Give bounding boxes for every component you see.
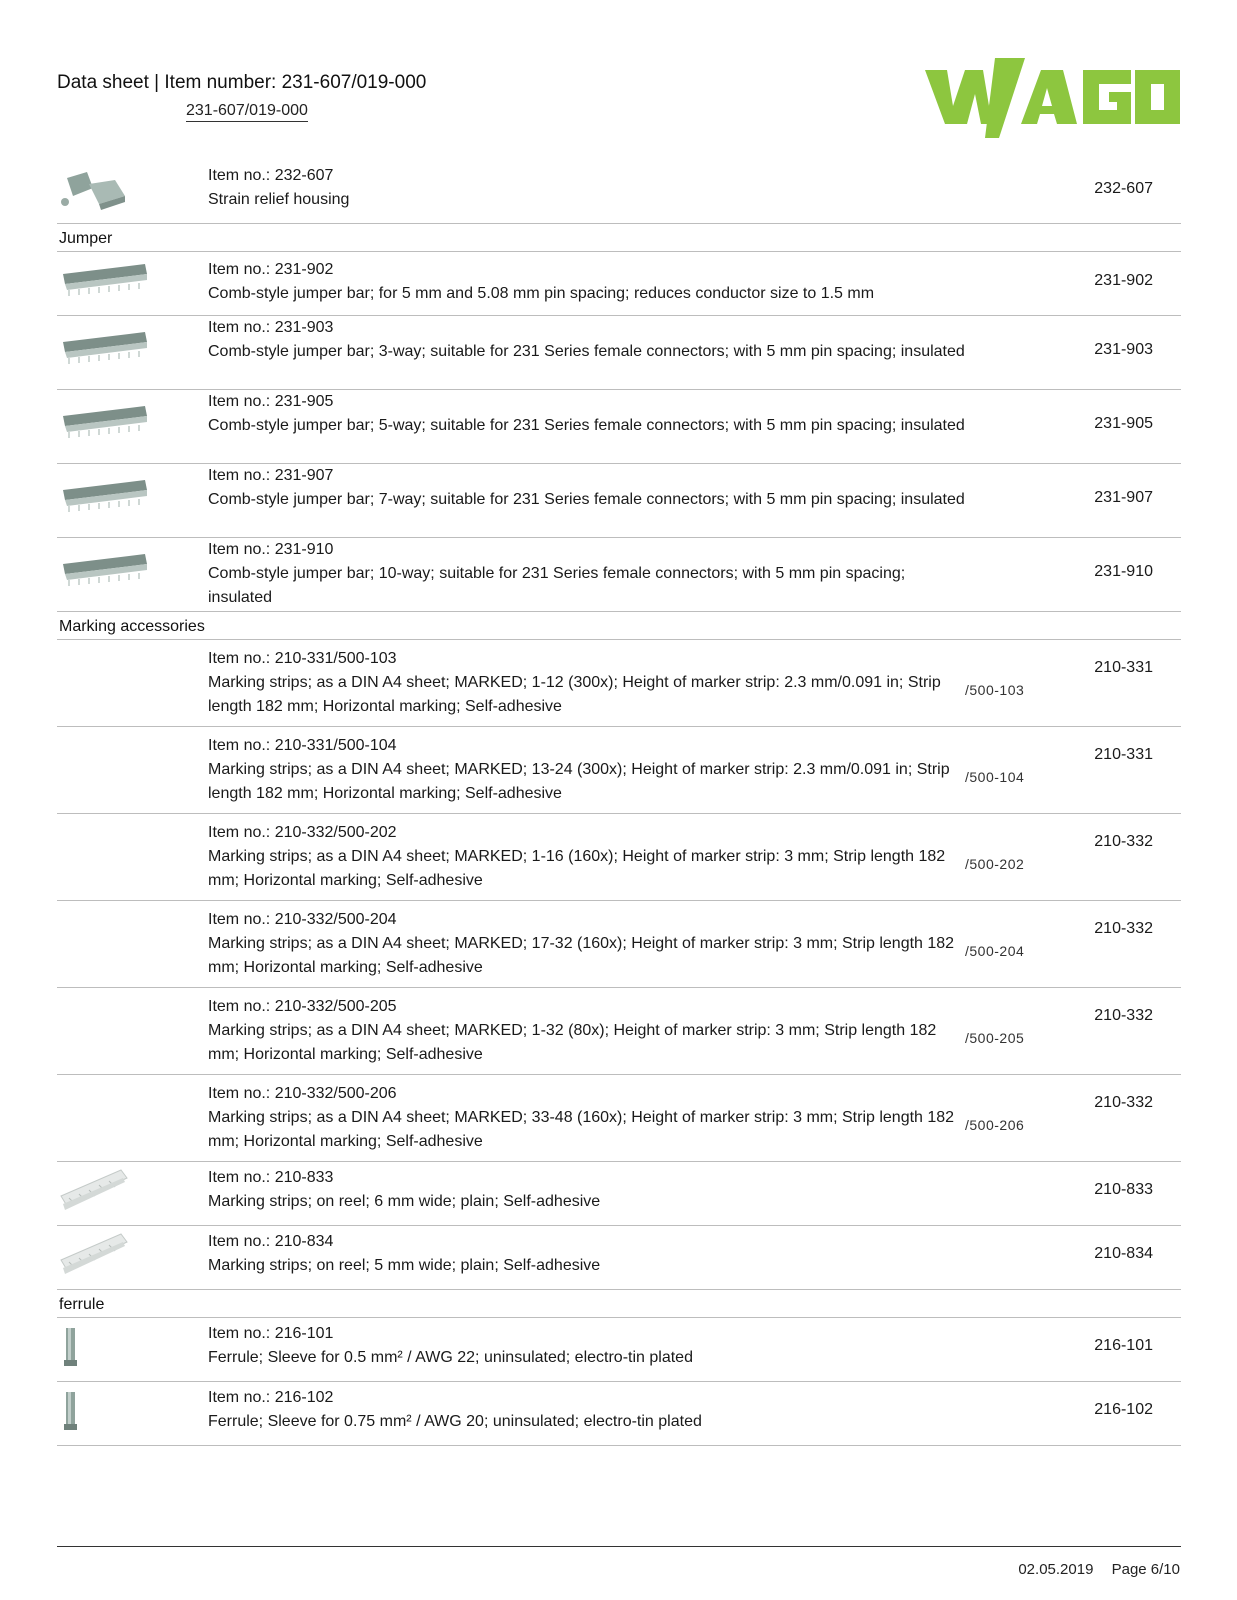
page-title: Data sheet | Item number: 231-607/019-000 <box>57 72 427 93</box>
item-code[interactable]: 232-607 <box>1094 180 1153 197</box>
item-number: Item no.: 216-101 <box>208 1325 334 1342</box>
item-description: Marking strips; as a DIN A4 sheet; MARKED; 33-48 (160x); Height of marker strip: 3 mm; Strip length 182 mm; Horizontal marking; Self-adhesive <box>208 1109 955 1150</box>
item-code[interactable]: 210-332 <box>1094 920 1153 937</box>
table-row <box>57 164 1181 224</box>
item-number: Item no.: 231-903 <box>208 319 334 336</box>
item-number: Item no.: 210-332/500-204 <box>208 911 397 928</box>
item-description: Marking strips; as a DIN A4 sheet; MARKED; 17-32 (160x); Height of marker strip: 3 mm; Strip length 182 mm; Horizontal marking; Self-adhesive <box>208 935 955 976</box>
table-row <box>57 901 1181 988</box>
item-number: Item no.: 210-332/500-202 <box>208 824 397 841</box>
item-number: Item no.: 231-907 <box>208 467 334 484</box>
item-code-suffix: /500-206 <box>965 1117 1025 1133</box>
item-code[interactable]: 216-102 <box>1094 1401 1153 1418</box>
table-row <box>57 1382 1181 1446</box>
table-row <box>57 316 1181 390</box>
jumper-bar-image <box>59 476 149 516</box>
item-code[interactable]: 216-101 <box>1094 1337 1153 1354</box>
item-code-suffix: /500-205 <box>965 1030 1025 1046</box>
table-row <box>57 1075 1181 1162</box>
table-row <box>57 988 1181 1075</box>
item-description: Ferrule; Sleeve for 0.5 mm² / AWG 22; uninsulated; electro-tin plated <box>208 1349 693 1366</box>
jumper-bar-image <box>59 550 149 590</box>
item-number: Item no.: 210-331/500-104 <box>208 737 397 754</box>
table-row <box>57 252 1181 316</box>
item-code[interactable]: 210-332 <box>1094 1094 1153 1111</box>
footer-divider <box>57 1546 1181 1547</box>
section-label: ferrule <box>59 1296 105 1313</box>
item-description: Marking strips; on reel; 5 mm wide; plain; Self-adhesive <box>208 1257 601 1274</box>
item-description: Ferrule; Sleeve for 0.75 mm² / AWG 20; uninsulated; electro-tin plated <box>208 1413 702 1430</box>
item-description: Strain relief housing <box>208 191 350 208</box>
item-code[interactable]: 231-907 <box>1094 489 1153 506</box>
item-code-suffix: /500-202 <box>965 856 1025 872</box>
item-number: Item no.: 210-834 <box>208 1233 334 1250</box>
item-number: Item no.: 210-833 <box>208 1169 334 1186</box>
page-number: Page 6/10 <box>1111 1561 1180 1578</box>
item-code[interactable]: 210-332 <box>1094 1007 1153 1024</box>
footer-date: 02.05.2019 <box>1018 1561 1094 1578</box>
item-code-suffix: /500-104 <box>965 769 1025 785</box>
table-row <box>57 464 1181 538</box>
wago-logo <box>925 58 1180 148</box>
marking-strip-reel-image <box>59 1230 129 1280</box>
item-description: Comb-style jumper bar; for 5 mm and 5.08 mm pin spacing; reduces conductor size to 1.5 mm <box>208 285 875 302</box>
item-description: Marking strips; as a DIN A4 sheet; MARKED; 1-32 (80x); Height of marker strip: 3 mm; Strip length 182 mm; Horizontal marking; Self-adhesive <box>208 1022 937 1063</box>
item-number: Item no.: 231-905 <box>208 393 334 410</box>
item-code[interactable]: 210-834 <box>1094 1245 1153 1262</box>
item-code[interactable]: 231-903 <box>1094 341 1153 358</box>
section-header-marking-accessories <box>57 612 1181 640</box>
table-row <box>57 640 1181 727</box>
item-description: Comb-style jumper bar; 7-way; suitable for 231 Series female connectors; with 5 mm pin spacing; insulated <box>208 491 965 508</box>
jumper-bar-image <box>59 328 149 368</box>
marking-strip-reel-image <box>59 1166 129 1216</box>
item-description: Marking strips; as a DIN A4 sheet; MARKED; 1-16 (160x); Height of marker strip: 3 mm; Strip length 182 mm; Horizontal marking; Self-adhesive <box>208 848 946 889</box>
table-row <box>57 814 1181 901</box>
item-description: Comb-style jumper bar; 3-way; suitable for 231 Series female connectors; with 5 mm pin spacing; insulated <box>208 343 965 360</box>
section-header-ferrule <box>57 1290 1181 1318</box>
section-header-jumper <box>57 224 1181 252</box>
jumper-bar-image <box>59 402 149 442</box>
item-description: Marking strips; as a DIN A4 sheet; MARKED; 13-24 (300x); Height of marker strip: 2.3 mm/0.091 in; Strip length 182 mm; Horizontal marking; Self-adhesive <box>208 761 950 802</box>
section-label: Marking accessories <box>59 618 205 635</box>
item-number: Item no.: 232-607 <box>208 167 334 184</box>
item-code[interactable]: 231-902 <box>1094 272 1153 289</box>
table-row <box>57 1318 1181 1382</box>
item-code[interactable]: 210-331 <box>1094 746 1153 763</box>
ferrule-image <box>59 1390 83 1434</box>
item-code[interactable]: 210-331 <box>1094 659 1153 676</box>
item-description: Comb-style jumper bar; 5-way; suitable for 231 Series female connectors; with 5 mm pin spacing; insulated <box>208 417 965 434</box>
item-code[interactable]: 210-833 <box>1094 1181 1153 1198</box>
item-number: Item no.: 210-332/500-205 <box>208 998 397 1015</box>
strain-relief-housing-image <box>59 170 129 214</box>
table-row <box>57 727 1181 814</box>
section-label: Jumper <box>59 230 113 247</box>
jumper-bar-image <box>59 260 149 300</box>
item-number: Item no.: 210-332/500-206 <box>208 1085 397 1102</box>
accessory-table <box>57 164 1181 1446</box>
item-number: Item no.: 231-910 <box>208 541 334 558</box>
item-number-link[interactable]: 231-607/019-000 <box>186 102 308 122</box>
item-code[interactable]: 231-905 <box>1094 415 1153 432</box>
table-row <box>57 1162 1181 1226</box>
item-description: Marking strips; on reel; 6 mm wide; plain; Self-adhesive <box>208 1193 601 1210</box>
item-description: Comb-style jumper bar; 10-way; suitable for 231 Series female connectors; with 5 mm pin spacing; insulated <box>208 565 906 606</box>
item-code[interactable]: 210-332 <box>1094 833 1153 850</box>
item-code-suffix: /500-204 <box>965 943 1025 959</box>
ferrule-image <box>59 1326 83 1370</box>
table-row <box>57 390 1181 464</box>
item-code[interactable]: 231-910 <box>1094 563 1153 580</box>
table-row <box>57 1226 1181 1290</box>
item-code-suffix: /500-103 <box>965 682 1025 698</box>
item-number: Item no.: 216-102 <box>208 1389 334 1406</box>
item-number: Item no.: 210-331/500-103 <box>208 650 397 667</box>
footer <box>1018 1561 1180 1578</box>
item-description: Marking strips; as a DIN A4 sheet; MARKED; 1-12 (300x); Height of marker strip: 2.3 mm/0.091 in; Strip length 182 mm; Horizontal marking; Self-adhesive <box>208 674 941 715</box>
item-number: Item no.: 231-902 <box>208 261 334 278</box>
table-row <box>57 538 1181 612</box>
